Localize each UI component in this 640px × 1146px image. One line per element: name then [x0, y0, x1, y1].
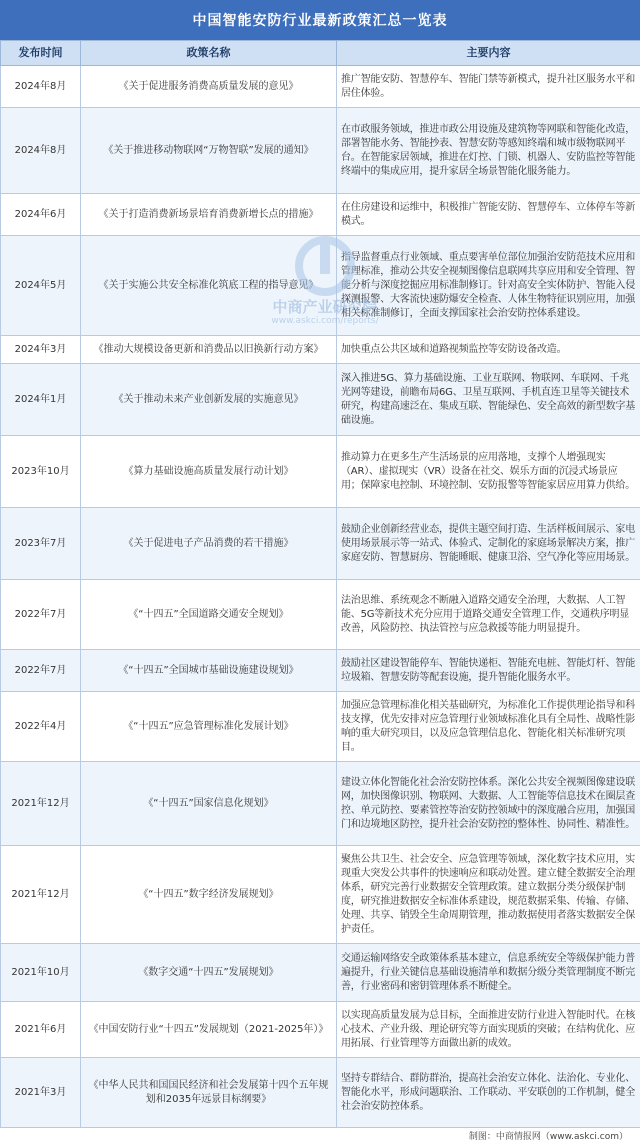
row-content: 聚焦公共卫生、社会安全、应急管理等领域，深化数字技术应用，实现重大突发公共事件的快速响应和联动处置。建立健全数据安全治理体系，研究完善行业数据安全管理政策。建立数据分类分级保护制度，研究推进数据安全标准体系建设，规范数据采集、传输、存储、处理、共享、销毁全生命周期管理，推动数据使用者落实数据安全保护责任。 — [337, 846, 640, 944]
row-policy-name: 《关于打造消费新场景培育消费新增长点的措施》 — [81, 194, 337, 236]
table-row — [1, 692, 640, 762]
row-content: 坚持专群结合、群防群治，提高社会治安立体化、法治化、专业化、智能化水平，形成问题联治、工作联动、平安联创的工作机制，健全社会治安防控体系。 — [337, 1058, 640, 1128]
row-policy-name: 《关于推动未来产业创新发展的实施意见》 — [81, 364, 337, 436]
row-date: 2021年6月 — [1, 1002, 81, 1058]
table-row — [1, 194, 640, 236]
table-row — [1, 846, 640, 944]
table-row — [1, 580, 640, 650]
row-date: 2024年3月 — [1, 336, 81, 364]
page-title: 中国智能安防行业最新政策汇总一览表 — [0, 0, 640, 40]
row-policy-name: 《算力基础设施高质量发展行动计划》 — [81, 436, 337, 508]
row-content: 法治思维、系统观念不断融入道路交通安全治理，大数据、人工智能、5G等新技术充分应用于道路交通安全管理工作，交通秩序明显改善，风险防控、执法管控与应急救援等能力明显提升。 — [337, 580, 640, 650]
row-policy-name: 《“十四五”数字经济发展规划》 — [81, 846, 337, 944]
row-date: 2021年10月 — [1, 944, 81, 1002]
table-row — [1, 336, 640, 364]
row-date: 2022年7月 — [1, 580, 81, 650]
row-date: 2024年8月 — [1, 66, 81, 108]
row-content: 交通运输网络安全政策体系基本建立，信息系统安全等级保护能力普遍提升，行业关键信息基础设施清单和数据分级分类管理制度不断完善，行业密码和密钥管理体系不断健全。 — [337, 944, 640, 1002]
row-date: 2024年8月 — [1, 108, 81, 194]
row-date: 2021年12月 — [1, 846, 81, 944]
table-row — [1, 1002, 640, 1058]
table-row — [1, 508, 640, 580]
row-content: 加快重点公共区域和道路视频监控等安防设备改造。 — [337, 336, 640, 364]
row-policy-name: 《“十四五”应急管理标准化发展计划》 — [81, 692, 337, 762]
header-content: 主要内容 — [337, 41, 640, 66]
watermark-text: 中商产业研究院 — [250, 296, 400, 317]
row-content: 在住房建设和运维中，积极推广智能安防、智慧停车、立体停车等新模式。 — [337, 194, 640, 236]
row-content: 鼓励企业创新经营业态，提供主题空间打造、生活样板间展示、家电使用场景展示等一站式、体验式、定制化的家庭场景解决方案，推广家庭安防、智慧厨房、智能睡眠、健康卫浴、空气净化等应用场景。 — [337, 508, 640, 580]
table-row — [1, 236, 640, 336]
watermark-url: www.askci.com/reports/ — [250, 316, 400, 326]
row-policy-name: 《关于促进电子产品消费的若干措施》 — [81, 508, 337, 580]
row-policy-name: 《推动大规模设备更新和消费品以旧换新行动方案》 — [81, 336, 337, 364]
row-policy-name: 《关于促进服务消费高质量发展的意见》 — [81, 66, 337, 108]
row-content: 加强应急管理标准化相关基础研究，为标准化工作提供理论指导和科技支撑，优先安排对应急管理行业领域标准化具有全局性、战略性影响的重大研究项目，以及应急管理信息化、智能化相关标准研究项目。 — [337, 692, 640, 762]
header-name: 政策名称 — [81, 41, 337, 66]
row-content: 以实现高质量发展为总目标，全面推进安防行业进入智能时代。在核心技术、产业升级、理论研究等方面实现质的突破；在结构优化、应用拓展、行业管理等方面做出新的成效。 — [337, 1002, 640, 1058]
row-date: 2023年10月 — [1, 436, 81, 508]
row-policy-name: 《数字交通“十四五”发展规划》 — [81, 944, 337, 1002]
row-date: 2024年1月 — [1, 364, 81, 436]
row-content: 深入推进5G、算力基础设施、工业互联网、物联网、车联网、千兆光网等建设，前瞻布局6G、卫星互联网、手机直连卫星等关键技术研究，构建高速泛在、集成互联、智能绿色、安全高效的新型数字基础设施。 — [337, 364, 640, 436]
table-row — [1, 650, 640, 692]
table-header-row — [1, 41, 640, 66]
table-row — [1, 66, 640, 108]
row-content: 鼓励社区建设智能停车、智能快递柜、智能充电桩、智能灯杆、智能垃圾箱、智慧安防等配套设施，提升智能化服务水平。 — [337, 650, 640, 692]
row-policy-name: 《中华人民共和国国民经济和社会发展第十四个五年规划和2035年远景目标纲要》 — [81, 1058, 337, 1128]
row-content: 推动算力在更多生产生活场景的应用落地，支撑个人增强现实（AR）、虚拟现实（VR）设备在社交、娱乐方面的沉浸式场景应用；保障家电控制、环境控制、安防报警等智能家居应用算力供给。 — [337, 436, 640, 508]
row-date: 2022年4月 — [1, 692, 81, 762]
row-content: 在市政服务领域，推进市政公用设施及建筑物等网联和智能化改造，部署智能水务、智能抄表、智慧安防等感知终端和城市级物联网平台。在智能家居领域，推进在灯控、门锁、机器人、安防监控等智能终端中的集成应用，提升家居全场景智能化服务能力。 — [337, 108, 640, 194]
row-policy-name: 《“十四五”全国道路交通安全规划》 — [81, 580, 337, 650]
row-content: 推广智能安防、智慧停车、智能门禁等新模式，提升社区服务水平和居住体验。 — [337, 66, 640, 108]
table-row — [1, 436, 640, 508]
row-content: 指导监督重点行业领域、重点要害单位部位加强治安防范技术应用和管理标准，推动公共安全视频图像信息联网共享应用和安全管理、智能分析与深度挖掘应用标准制修订。针对高安全实体防护、智能入侵探测报警、大客流快速防爆安全检查、人体生物特征识别应用，加强相关标准制修订，全面支撑国家社会治安防控体系建设。 — [337, 236, 640, 336]
row-date: 2024年6月 — [1, 194, 81, 236]
row-policy-name: 《关于实施公共安全标准化筑底工程的指导意见》 — [81, 236, 337, 336]
row-policy-name: 《中国安防行业“十四五”发展规划（2021-2025年）》 — [81, 1002, 337, 1058]
table-row — [1, 762, 640, 846]
row-policy-name: 《“十四五”国家信息化规划》 — [81, 762, 337, 846]
row-policy-name: 《“十四五”全国城市基础设施建设规划》 — [81, 650, 337, 692]
source-credit: 制图：中商情报网（www.askci.com） — [0, 1128, 640, 1146]
row-date: 2022年7月 — [1, 650, 81, 692]
row-date: 2023年7月 — [1, 508, 81, 580]
row-policy-name: 《关于推进移动物联网“万物智联”发展的通知》 — [81, 108, 337, 194]
table-row — [1, 108, 640, 194]
row-date: 2021年12月 — [1, 762, 81, 846]
row-content: 建设立体化智能化社会治安防控体系。深化公共安全视频图像建设联网，加快图像识别、物联网、大数据、人工智能等信息技术在圈层查控、单元防控、要素管控等治安防控领域中的深度融合应用，加强国门和边境地区防控，提升社会治安防控的整体性、协同性、精准性。 — [337, 762, 640, 846]
header-date: 发布时间 — [1, 41, 81, 66]
table-row — [1, 364, 640, 436]
policy-table — [0, 40, 640, 1128]
row-date: 2024年5月 — [1, 236, 81, 336]
row-date: 2021年3月 — [1, 1058, 81, 1128]
table-row — [1, 944, 640, 1002]
